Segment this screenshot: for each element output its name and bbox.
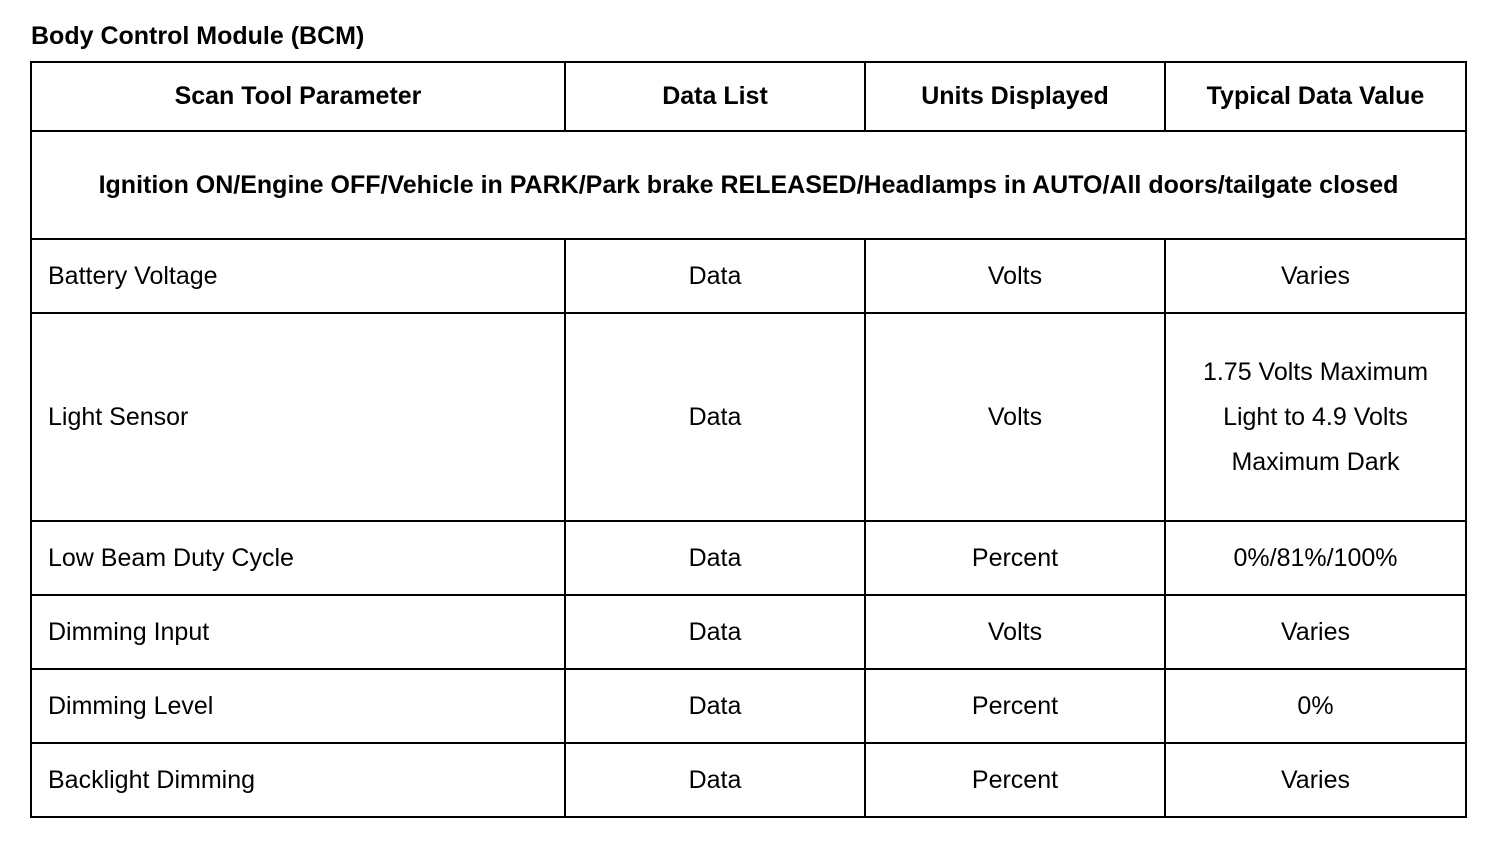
test-condition: Ignition ON/Engine OFF/Vehicle in PARK/Park brake RELEASED/Headlamps in AUTO/All doors/tailgate closed <box>31 131 1466 239</box>
units-cell: Volts <box>865 239 1165 313</box>
table-row <box>31 521 1466 595</box>
data-list-cell: Data <box>565 595 865 669</box>
units-cell: Volts <box>865 595 1165 669</box>
table-row <box>31 313 1466 521</box>
parameter-cell: Backlight Dimming <box>31 743 565 817</box>
parameter-cell: Dimming Input <box>31 595 565 669</box>
parameter-cell: Battery Voltage <box>31 239 565 313</box>
data-list-cell: Data <box>565 743 865 817</box>
data-list-cell: Data <box>565 669 865 743</box>
parameter-cell: Low Beam Duty Cycle <box>31 521 565 595</box>
header-scan-tool-parameter: Scan Tool Parameter <box>31 62 565 131</box>
parameter-cell: Light Sensor <box>31 313 565 521</box>
typical-value-cell: Varies <box>1165 743 1466 817</box>
typical-value-cell: Varies <box>1165 595 1466 669</box>
header-data-list: Data List <box>565 62 865 131</box>
data-list-cell: Data <box>565 313 865 521</box>
typical-value-cell: Varies <box>1165 239 1466 313</box>
page-title: Body Control Module (BCM) <box>31 22 365 50</box>
units-cell: Percent <box>865 521 1165 595</box>
table-row <box>31 743 1466 817</box>
condition-row <box>31 131 1466 239</box>
table-row <box>31 239 1466 313</box>
units-cell: Percent <box>865 669 1165 743</box>
table-row <box>31 595 1466 669</box>
typical-value-cell: 0% <box>1165 669 1466 743</box>
units-cell: Percent <box>865 743 1165 817</box>
units-cell: Volts <box>865 313 1165 521</box>
typical-value-cell <box>1165 313 1466 521</box>
parameter-cell: Dimming Level <box>31 669 565 743</box>
header-typical-data-value: Typical Data Value <box>1165 62 1466 131</box>
typical-value-cell: 0%/81%/100% <box>1165 521 1466 595</box>
header-units-displayed: Units Displayed <box>865 62 1165 131</box>
typical-value-text: 1.75 Volts Maximum Light to 4.9 Volts Maximum Dark <box>1202 357 1429 476</box>
bcm-data-table <box>30 61 1467 818</box>
data-list-cell: Data <box>565 521 865 595</box>
data-list-cell: Data <box>565 239 865 313</box>
table-row <box>31 669 1466 743</box>
header-row <box>31 62 1466 131</box>
